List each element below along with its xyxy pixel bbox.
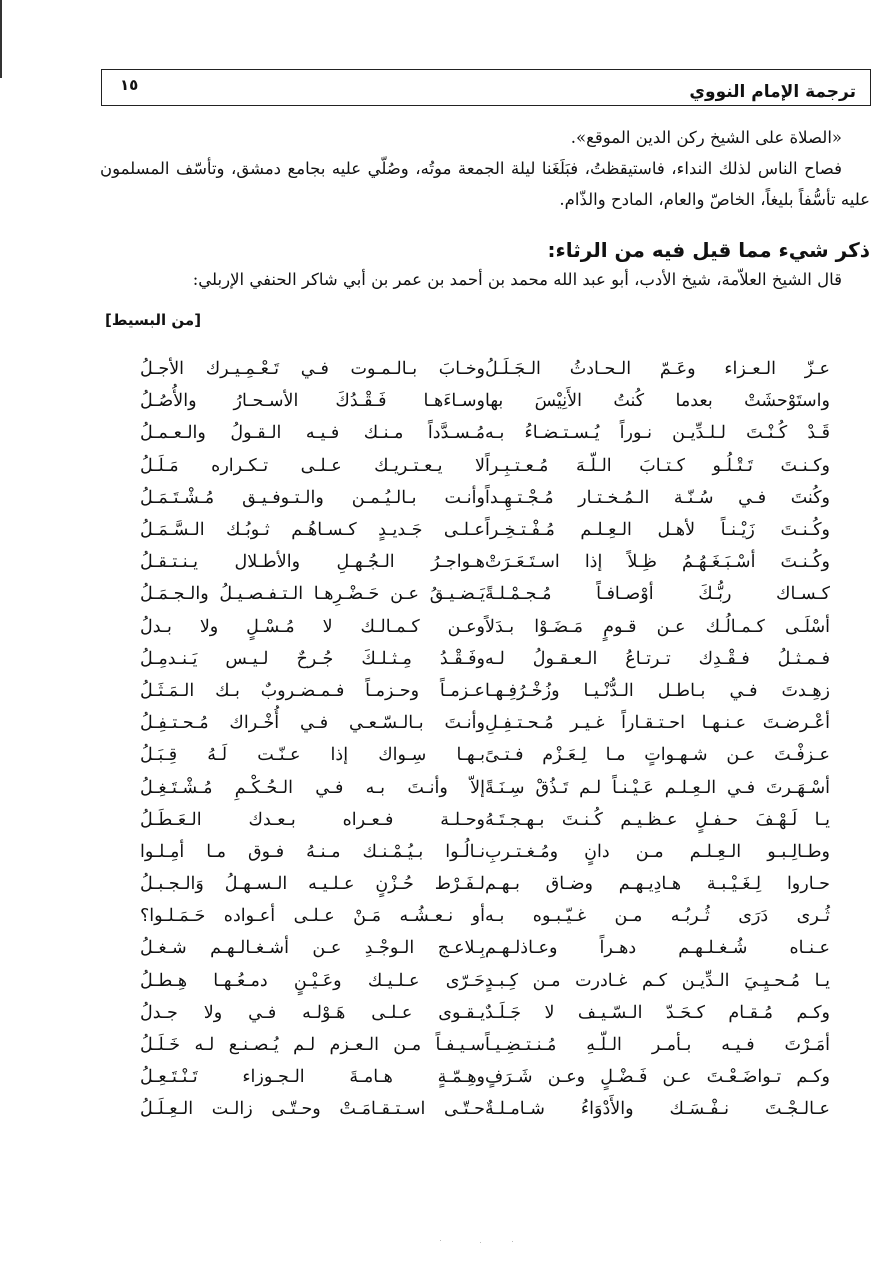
verse (100, 611, 870, 643)
quote-line: «الصلاة على الشيخ ركن الدين الموقع». (570, 128, 842, 147)
verse (100, 353, 870, 385)
hemistich-first: ثُـرى دَرَى ثُـربُـه مـن غـيّـبـوه بـه (485, 906, 830, 927)
scan-edge-line (0, 0, 2, 78)
hemistich-second: يـقـوى عـلـى هَـوْلـه فـي ولا جـدلُ (140, 1002, 485, 1023)
poet-attribution: قال الشيخ العلاّمة، شيخ الأدب، أبو عبد الله محمد بن أحمد بن عمر بن أبي شاكر الحنفي الإربلي: (192, 270, 842, 289)
hemistich-second: بـهـا سِـواك إذا عـنّـت لَـهُ قِـبَـلُ (140, 745, 485, 766)
hemistich-second: وعـن كـمـالـك لا مُـسْـلٍ ولا بـدلُ (140, 616, 485, 637)
verse (100, 900, 870, 932)
hemistich-second: لا يـعـتـريـك عـلـى تـكـراره مَـلَـلُ (140, 455, 485, 476)
hemistich-first: زهِـدتَ فـي بـاطـل الـدُّنْـيـا وزُخْـرُفِـهـا (485, 680, 830, 701)
hemistich-first: وكُـنـتَ زَيْـنـاً لأهـل الـعِـلـم مُـفْـتـخِـراً (485, 520, 830, 541)
hemistich-first: كـسـاك ربُّـكَ أوْصـافـاً مُـجـمْـلـةً (485, 584, 830, 605)
hemistich-first: وطـالِـبـو الـعِـلـم مـن دانٍ ومُـغـتـربِ (485, 841, 830, 862)
hemistich-first: وكُـنـتَ أسْـبَـغَـهُـمُ ظِـلاً إذا اسـتَـعَـرَتْ (485, 552, 830, 573)
verse (100, 578, 870, 610)
verse (100, 385, 870, 417)
hemistich-second: وأنـت بـالـيُـمـن والـتـوفـيـق مُـشْـتَـمَـلُ (140, 487, 485, 508)
hemistich-second: وحـلـة فـعـراه بـعـدك الـعَـطَـلُ (140, 809, 485, 830)
verse (100, 997, 870, 1029)
verse (100, 804, 870, 836)
hemistich-second: نـالُـوا بـيُـمْـنـك مـنـهُ فـوق مـا أمِـلـوا (140, 841, 485, 862)
hemistich-first: عـالـجْـتَ نـفْـسَـك والأَدْوَاءُ شـامـلـةٌ (485, 1099, 830, 1120)
section-heading: ذكر شيء مما قيل فيه من الرثاء: (547, 238, 870, 262)
hemistich-first: واستَوْحشَتْ بعدما كُنتُ الأَنِيْسَ بها (485, 391, 830, 412)
hemistich-second: عـزمـاً وحـزمـاً فـمـضـروبٌ بـك الـمَـثَـلُ (140, 680, 485, 701)
hemistich-first: أعْـرضـتَ عـنـهـا احـتـقـاراً غـيـر مُـحـتـفِـلِ (485, 713, 830, 734)
verse (100, 1029, 870, 1061)
page-body (100, 120, 870, 1126)
hemistich-first: أسْلَـى كـمـالُـك عـن قـومٍ مَـضَـوْا بـدَلاً (485, 616, 830, 637)
verse (100, 868, 870, 900)
hemistich-first: فـمـثـلُ فـقْـدِك تـرتـاعُ الـعـقـولُ لـه (485, 648, 830, 669)
verse (100, 1061, 870, 1093)
speck (512, 1241, 513, 1242)
scan-specks (440, 1240, 540, 1244)
hemistich-second: وفَـقْـدُ مِـثـلـكَ جُـرحٌ لـيـس يَـنـدمِـلُ (140, 648, 485, 669)
hemistich-first: يـا مُـحـيِـيَ الـدِّيـن كـم غـادرت مـن كِـبـدٍ (485, 970, 830, 991)
hemistich-second: وهِـمّـةٍ هـامـةَ الـجـوزاء تَـنْـتَـعِـلُ (140, 1067, 485, 1088)
narrative-paragraph: فصاح الناس لذلك النداء، فاستيقظتُ، فبَلَغَنا ليلة الجمعة موتُه، وصُلّي عليه بجامع دمشق، وتأسّف المسلمون عليه تأسُّفاً بليغاً، الخاصّ والعام، المادح والذّام. (100, 159, 870, 209)
poetic-meter-label: [من البسيط] (105, 311, 202, 329)
verse (100, 546, 870, 578)
verse (100, 514, 870, 546)
speck (440, 1240, 441, 1241)
hemistich-second: إلاّ وأنـتَ بـه فـي الـحُـكْـمِ مُـشْـتَـغِـلُ (140, 777, 485, 798)
hemistich-second: مُـسـدَّداً مـنـك فـيـه الـقـولُ والـعـمـلُ (140, 423, 485, 444)
hemistich-second: حـتّـى اسـتـقـامَـتْ وحـتّـى زالـت الـعِـلَـلُ (140, 1099, 485, 1120)
hemistich-first: وكـم تـواضَـعْـتَ عـن فَـضْـلٍ وعـن شَـرَفٍ (485, 1067, 830, 1088)
hemistich-first: قَـدْ كُـنْـتَ لـلـدِّيـن نـوراً يُـسـتـضـاءُ بـه (485, 423, 830, 444)
hemistich-first: عـنـاه شُـغـلـهـم دهـراً وعـاذلـهـم (485, 938, 830, 959)
hemistich-second: حَـرّى عـلـيـك وعَـيْـنٍ دمـعُـهـا هِـطـلُ (140, 970, 485, 991)
hemistich-first: حـاروا لِـغَـيْـبـة هـادِيـهـم وضـاق بـهـم (485, 874, 830, 895)
hemistich-second: وأنـتَ بـالـسّـعـي فـي أُخْـراك مُـحـتـفِـلُ (140, 713, 485, 734)
verse (100, 965, 870, 997)
verse (100, 1093, 870, 1125)
verse (100, 771, 870, 803)
hemistich-second: لـفَـرْط حُـزْنٍ عـلـيـه الـسـهـلُ وَالـجـبـلُ (140, 874, 485, 895)
speck (480, 1242, 481, 1243)
page-number: ١٥ (120, 75, 139, 94)
hemistich-first: عـزفْـتَ عـن شـهـواتٍ مـا لِـعَـزْم فـتـىً (485, 745, 830, 766)
hemistich-second: هـواجـرُ الـجُـهـلِ والأطـلال يـنـتـقـلُ (140, 552, 485, 573)
hemistich-second: سـيـفـاً مـن الـعـزم لـم يُـصـنـع لـه خَـلَـلُ (140, 1035, 485, 1056)
hemistich-second: عـلـى جَـديـدٍ كـسـاهُـم ثـوبُـك الـسَّـمَـلُ (140, 520, 485, 541)
verse (100, 450, 870, 482)
hemistich-second: أو نـعـشُـه مَـنْ عـلـى أعـواده حَـمَـلـوا؟ (140, 906, 485, 927)
verse (100, 482, 870, 514)
hemistich-second: بِـلاعـج الـوجْـدِ عـن أشـغـالـهـم شـغـلُ (140, 938, 485, 959)
hemistich-second: يَـضـيـقُ عـن حَـضْـرِهـا الـتـفـصـيـلُ والـجـمَـلُ (140, 584, 485, 605)
hemistich-second: وخـابَ بـالـمـوت فـي تَـعْـمِـيـرك الأجـلُ (140, 359, 485, 380)
hemistich-first: أسْـهَـرتَ فـي الـعِـلـم عَـيْـنـاً لـم تَـذُقْ سِـنَـةً (485, 777, 830, 798)
verse (100, 417, 870, 449)
hemistich-first: أمَـرْتَ فـيـه بـأمـر الـلّـهِ مُـنـتـضِـيـاً (485, 1035, 830, 1056)
running-header (101, 69, 871, 106)
verse (100, 932, 870, 964)
elegy-poem (100, 353, 870, 1126)
hemistich-first: عـزّ الـعـزاء وعَـمّ الـحـادثُ الـجَـلَـلُ (485, 359, 830, 380)
verse (100, 707, 870, 739)
verse (100, 739, 870, 771)
hemistich-first: يـا لَـهْـفَ حـفـلٍ عـظـيـم كُـنـتَ بـهـجـتَـهُ (485, 809, 830, 830)
hemistich-first: وكـم مُـقـام كـحَـدّ الـسّـيـف لا جَـلَـدٌ (485, 1002, 830, 1023)
verse (100, 675, 870, 707)
verse (100, 836, 870, 868)
hemistich-first: وكـنـتَ تَـتْـلُـو كـتـابَ الـلّـهَ مُـعـتـبِـراً (485, 455, 830, 476)
hemistich-first: وكُنتَ فـي سُـنّـة الـمُـخـتـار مُـجْـتـهِـداً (485, 487, 830, 508)
hemistich-second: وسـاءَهـا فَـقْـدُكَ الأسـحـارُ والأُصُـلُ (140, 391, 485, 412)
verse (100, 643, 870, 675)
running-title: ترجمة الإمام النووي (689, 81, 856, 102)
